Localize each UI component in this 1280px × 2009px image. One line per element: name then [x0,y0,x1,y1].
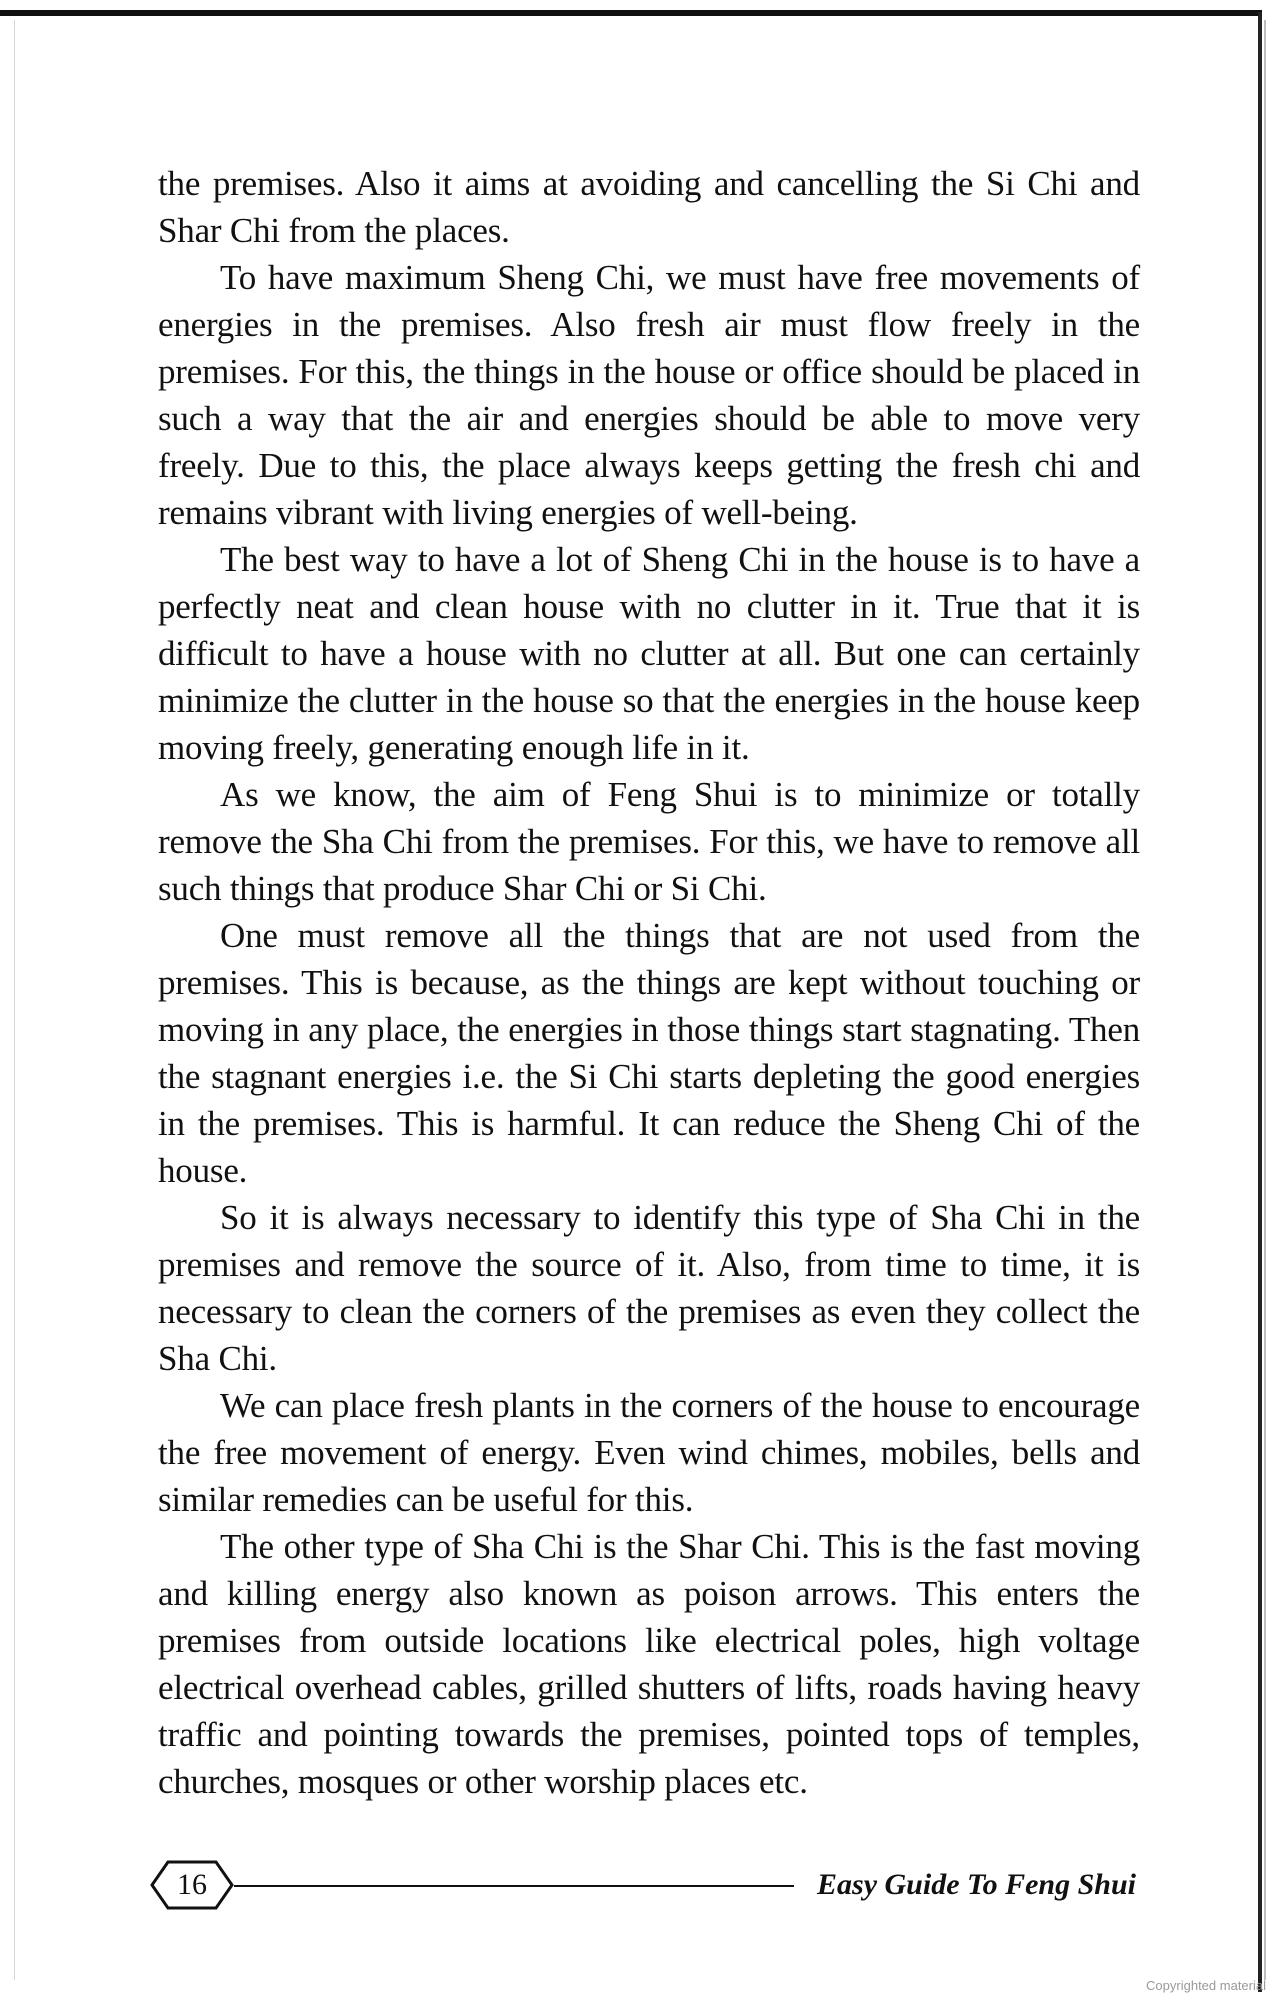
paragraph-unused-things: One must remove all the things that are not used from the premises. This is because, as the things are kept without touching or moving in any place, the energies in those things start stagnating. Then the stagnant energies i.e. the Si Chi starts depleting the good energies in the premises. This is harmful. It can reduce the Sheng Chi of the house. [158,916,1140,1190]
left-scan-edge [14,20,15,1980]
paragraph-remove-sha-chi: As we know, the aim of Feng Shui is to minimize or totally remove the Sha Chi from the premises. For this, we have to remove all such things that produce Shar Chi or Si Chi. [158,775,1140,908]
running-footer-title: Easy Guide To Feng Shui [817,1868,1136,1901]
paragraph-shar-chi: The other type of Sha Chi is the Shar Chi. This is the fast moving and killing energy also known as poison arrows. This enters the premises from outside locations like electrical poles, high voltage electrical overhead cables, grilled shutters of lifts, roads having heavy traffic and pointing towards the premises, pointed tops of temples, churches, mosques or other worship places etc. [158,1527,1140,1801]
copyright-watermark: Copyrighted material [1146,1978,1266,1993]
paragraph-identify-sha-chi: So it is always necessary to identify this type of Sha Chi in the premises and remove the source of it. Also, from time to time, it is necessary to clean the corners of the premises as even they collect the Sha Chi. [158,1198,1140,1378]
page-footer [150,1860,1140,1910]
right-scan-shadow [1264,20,1266,1980]
page-number: 16 [177,1868,207,1901]
paragraph-clutter: The best way to have a lot of Sheng Chi in the house is to have a perfectly neat and clean house with no clutter in it. True that it is difficult to have a house with no clutter at all. But one can certainly minimize the clutter in the house so that the energies in the house keep moving freely, generating enough life in it. [158,540,1140,767]
paragraph-continued: the premises. Also it aims at avoiding and cancelling the Si Chi and Shar Chi from the places. [158,164,1140,250]
paragraph-plants-remedies: We can place fresh plants in the corners of the house to encourage the free movement of energy. Even wind chimes, mobiles, bells and similar remedies can be useful for this. [158,1386,1140,1519]
footer-rule [234,1885,794,1887]
page-body [158,160,1140,1805]
top-scan-border [0,10,1262,16]
paragraph-sheng-chi-movement: To have maximum Sheng Chi, we must have free movements of energies in the premises. Also fresh air must flow freely in the premises. For this, the things in the house or office should be placed in such a way that the air and energies should be able to move very freely. Due to this, the place always keeps getting the fresh chi and remains vibrant with living energies of well-being. [158,258,1140,532]
right-scan-border [1258,12,1262,1992]
